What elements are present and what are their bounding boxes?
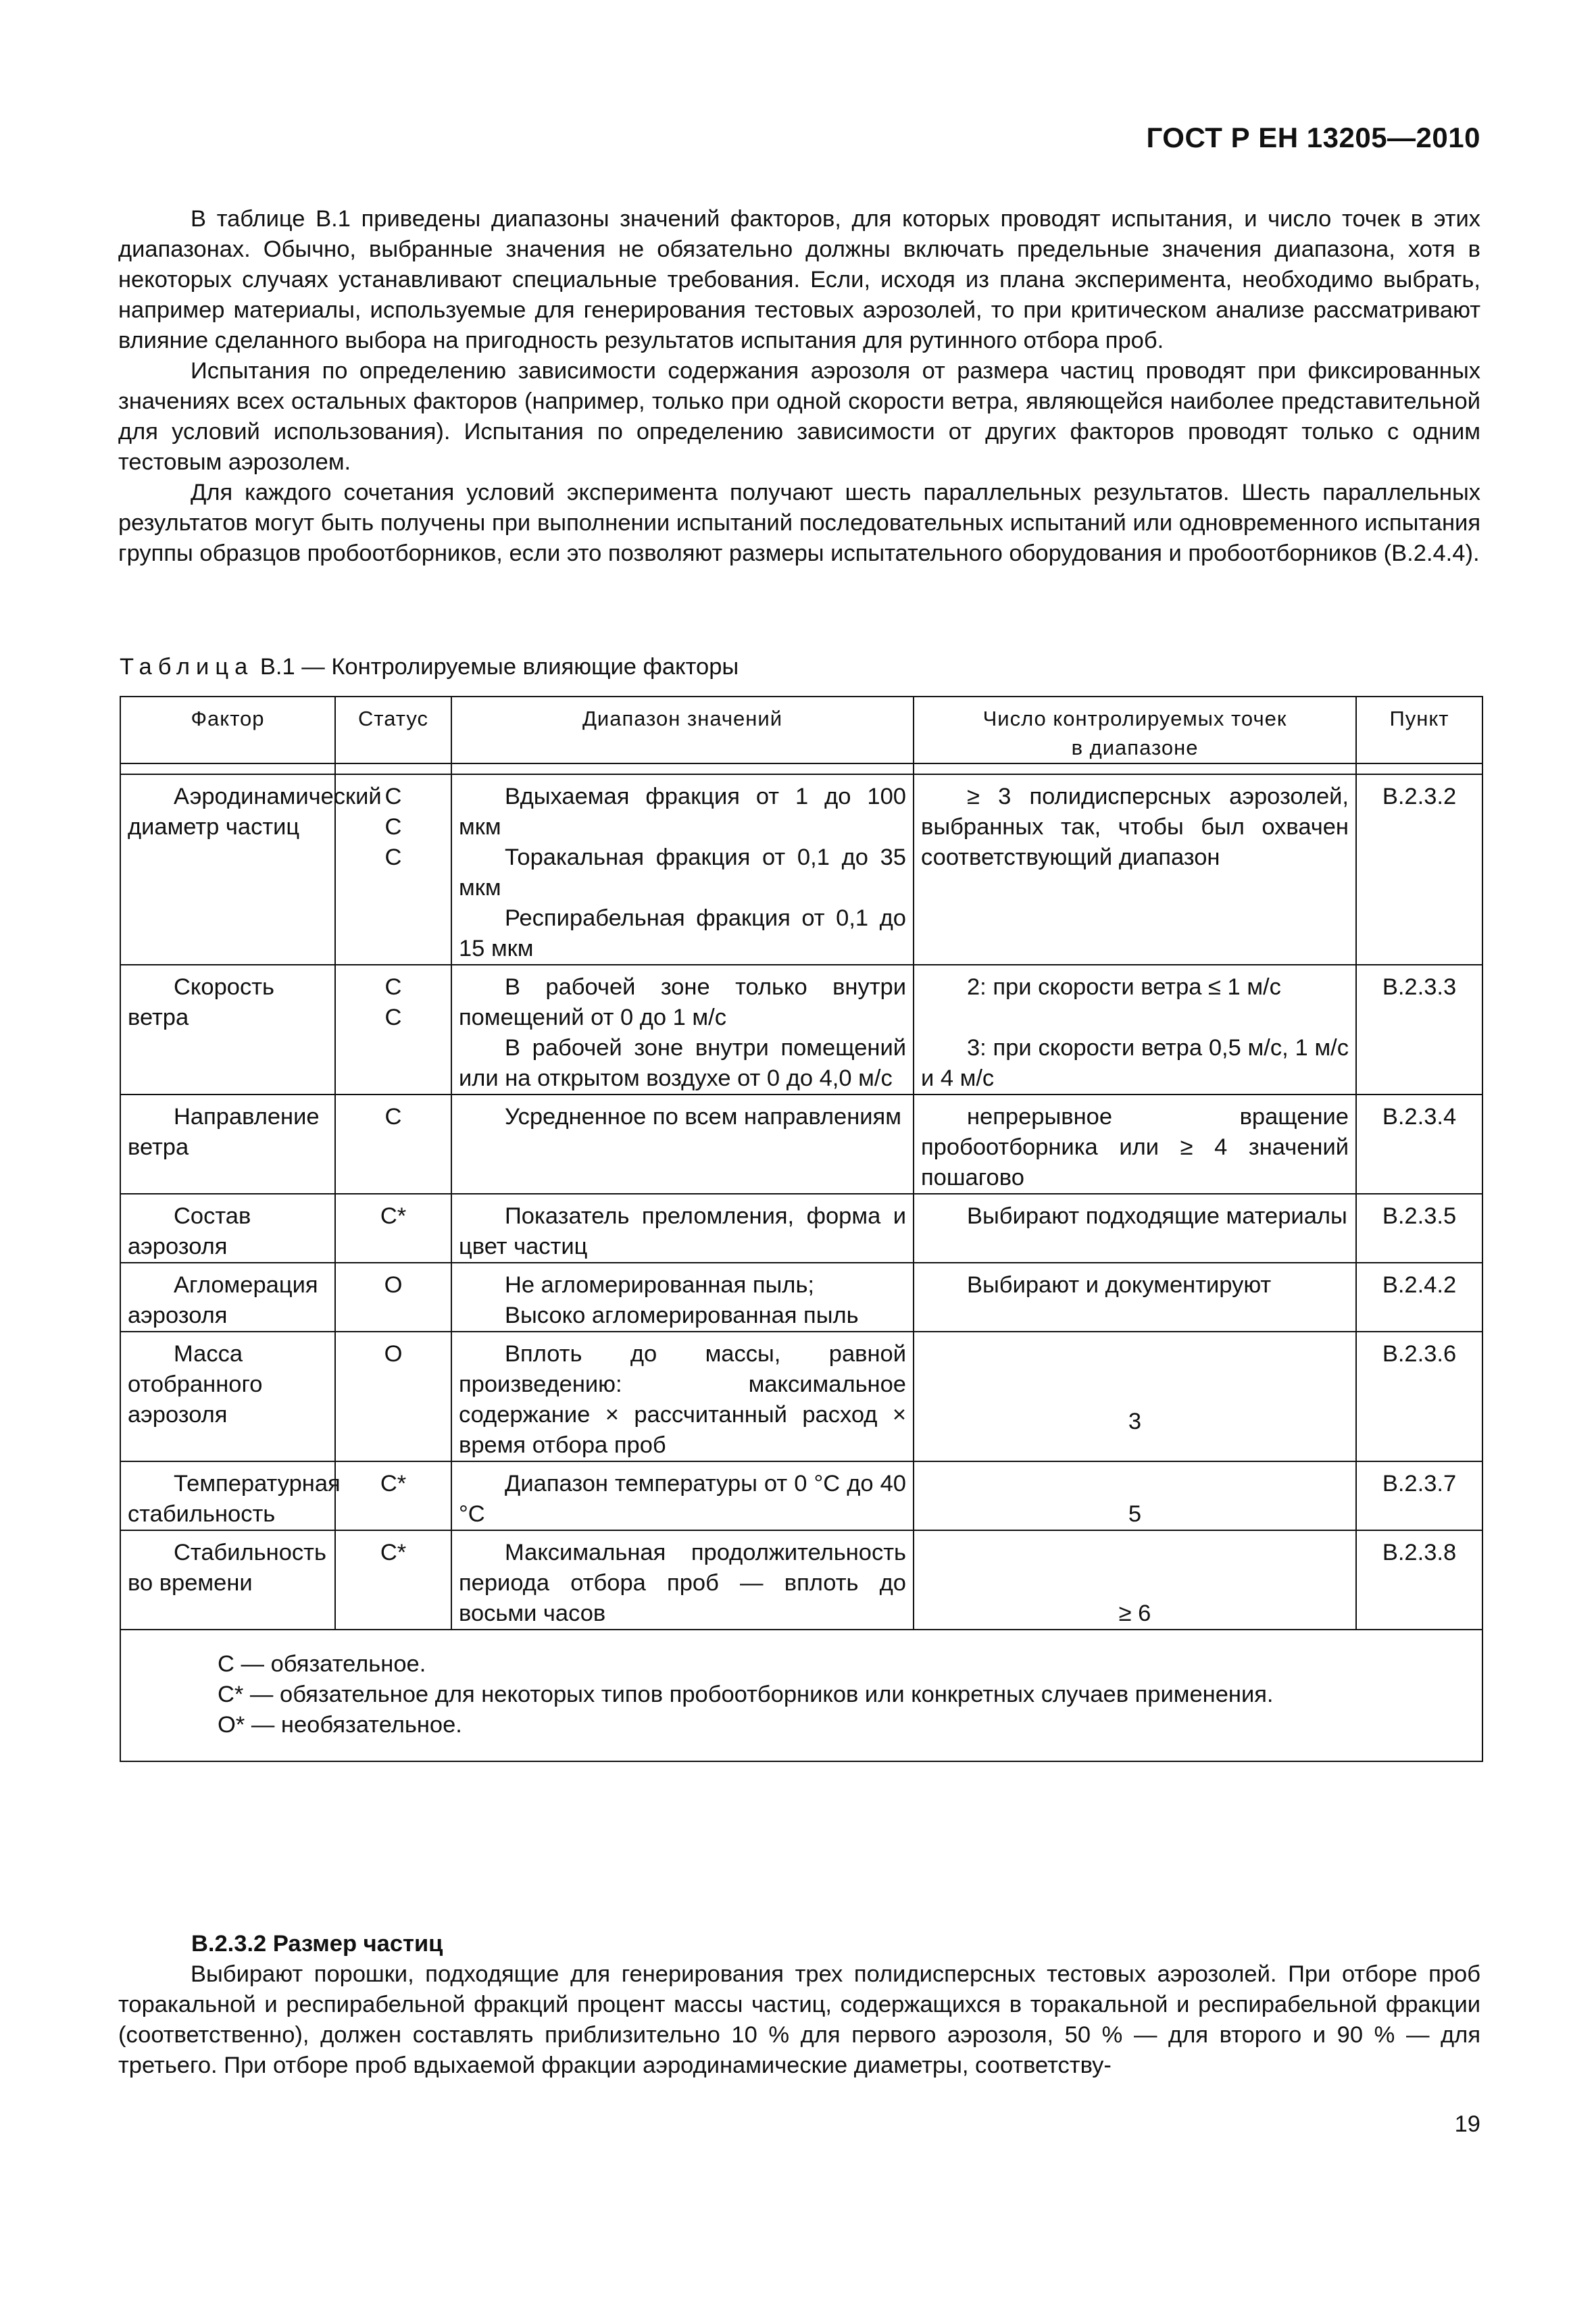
clause-cell: В.2.3.3 xyxy=(1356,965,1482,1095)
status-cell: С С xyxy=(335,965,451,1095)
status-cell: С* xyxy=(335,1194,451,1263)
table-legend-row xyxy=(120,1630,1482,1761)
intro-paragraph-3: Для каждого сочетания условий эксперимента получают шесть параллельных результатов. Шесть параллельных результатов могут быть получены при выполнении испытаний последовательных испытаний или одновременного испытания группы образцов пробоотборников, если это позволяют размеры испытательного оборудования и пробоотборников (В.2.4.4). xyxy=(118,480,1480,566)
points-cell: 5 xyxy=(914,1461,1356,1530)
factor-cell: Состав аэрозоля xyxy=(120,1194,335,1263)
table-caption-title: В.1 — Контролируемые влияющие факторы xyxy=(253,654,739,680)
clause-cell: В.2.3.7 xyxy=(1356,1461,1482,1530)
table-header-gap xyxy=(120,763,1482,774)
table-caption xyxy=(120,652,739,682)
section-text xyxy=(118,1959,1480,2081)
range-cell: В рабочей зоне только внутри помещений от 0 до 1 м/с В рабочей зоне внутри помещений или на открытом воздухе от 0 до 4,0 м/с xyxy=(451,965,914,1095)
status-cell: С С С xyxy=(335,774,451,965)
range-cell: Не агломерированная пыль; Высоко агломерированная пыль xyxy=(451,1263,914,1332)
legend-line: С — обязательное. xyxy=(218,1651,426,1677)
header-clause: Пункт xyxy=(1356,697,1482,763)
legend-line: С* — обязательное для некоторых типов пробоотборников или конкретных случаев применения. xyxy=(218,1682,1274,1707)
intro-paragraph-1: В таблице В.1 приведены диапазоны значений факторов, для которых проводят испытания, и число точек в этих диапазонах. Обычно, выбранные значения не обязательно должны включать предельные значения диапазона, хотя в некоторых случаях устанавливают специальные требования. Если, исходя из плана эксперимента, необходимо выбрать, например материалы, используемые для генерирования тестовых аэрозолей, то при критическом анализе рассматривают влияние сделанного выбора на пригодность результатов испытания для рутинного отбора проб. xyxy=(118,206,1480,353)
table-legend xyxy=(120,1630,1482,1761)
factor-cell: Масса отобранного аэрозоля xyxy=(120,1332,335,1461)
table-row xyxy=(120,1194,1482,1263)
table-caption-label: Таблица xyxy=(120,654,254,680)
points-cell: ≥ 6 xyxy=(914,1530,1356,1630)
points-cell: Выбирают и документируют xyxy=(914,1263,1356,1332)
factor-cell: Скорость ветра xyxy=(120,965,335,1095)
clause-cell: В.2.3.6 xyxy=(1356,1332,1482,1461)
range-cell: Показатель преломления, форма и цвет частиц xyxy=(451,1194,914,1263)
legend-line: О* — необязательное. xyxy=(218,1712,462,1738)
status-cell: О xyxy=(335,1332,451,1461)
range-cell: Вдыхаемая фракция от 1 до 100 мкм Торакальная фракция от 0,1 до 35 мкм Респирабельная фракция от 0,1 до 15 мкм xyxy=(451,774,914,965)
section-heading: В.2.3.2 Размер частиц xyxy=(191,1931,443,1957)
clause-cell: В.2.3.2 xyxy=(1356,774,1482,965)
header-points-line-2: в диапазоне xyxy=(1071,736,1199,759)
factor-cell: Стабильность во времени xyxy=(120,1530,335,1630)
table-header-row xyxy=(120,697,1482,763)
clause-cell: В.2.3.4 xyxy=(1356,1095,1482,1194)
clause-cell: В.2.4.2 xyxy=(1356,1263,1482,1332)
table-row xyxy=(120,1332,1482,1461)
status-cell: С* xyxy=(335,1461,451,1530)
intro-paragraph-2: Испытания по определению зависимости содержания аэрозоля от размера частиц проводят при фиксированных значениях всех остальных факторов (например, только при одной скорости ветра, являющейся наиболее представительной для условий использования). Испытания по определению зависимости от других факторов проводят только с одним тестовым аэрозолем. xyxy=(118,358,1480,475)
clause-cell: В.2.3.5 xyxy=(1356,1194,1482,1263)
status-cell: О xyxy=(335,1263,451,1332)
clause-cell: В.2.3.8 xyxy=(1356,1530,1482,1630)
header-range: Диапазон значений xyxy=(451,697,914,763)
table-row xyxy=(120,1461,1482,1530)
factor-cell: Аэродинамический диаметр частиц xyxy=(120,774,335,965)
table-row xyxy=(120,1095,1482,1194)
status-cell: С xyxy=(335,1095,451,1194)
table-row xyxy=(120,965,1482,1095)
table-row xyxy=(120,774,1482,965)
intro-text xyxy=(118,204,1480,569)
points-cell: 3 xyxy=(914,1332,1356,1461)
factor-cell: Направление ветра xyxy=(120,1095,335,1194)
header-factor: Фактор xyxy=(120,697,335,763)
table-row xyxy=(120,1530,1482,1630)
section-paragraph: Выбирают порошки, подходящие для генерирования трех полидисперсных тестовых аэрозолей. При отборе проб торакальной и респирабельной фракций процент массы частиц, содержащихся в торакальной и респирабельной фракции (соответственно), должен составлять приблизительно 10 % для первого аэрозоля, 50 % — для второго и 90 % — для третьего. При отборе проб вдыхаемой фракции аэродинамические диаметры, соответству- xyxy=(118,1961,1480,2078)
header-points xyxy=(914,697,1356,763)
header-status: Статус xyxy=(335,697,451,763)
points-cell: Выбирают подходящие материалы xyxy=(914,1194,1356,1263)
range-cell: Диапазон температуры от 0 °С до 40 °С xyxy=(451,1461,914,1530)
status-cell: С* xyxy=(335,1530,451,1630)
header-points-line-1: Число контролируемых точек xyxy=(982,707,1287,730)
range-cell: Усредненное по всем направлениям xyxy=(451,1095,914,1194)
table-row xyxy=(120,1263,1482,1332)
factor-cell: Агломерация аэрозоля xyxy=(120,1263,335,1332)
range-cell: Максимальная продолжительность периода отбора проб — вплоть до восьми часов xyxy=(451,1530,914,1630)
range-cell: Вплоть до массы, равной произведению: максимальное содержание × рассчитанный расход × время отбора проб xyxy=(451,1332,914,1461)
points-cell: непрерывное вращение пробоотборника или ≥ 4 значений пошагово xyxy=(914,1095,1356,1194)
points-cell: ≥ 3 полидисперсных аэрозолей, выбранных так, чтобы был охвачен соответствующий диапазон xyxy=(914,774,1356,965)
factor-cell: Температурная стабильность xyxy=(120,1461,335,1530)
document-code: ГОСТ Р ЕН 13205—2010 xyxy=(1146,122,1480,153)
page-number: 19 xyxy=(1454,2111,1480,2137)
factors-table xyxy=(120,696,1483,1762)
points-cell: 2: при скорости ветра ≤ 1 м/с 3: при скорости ветра 0,5 м/с, 1 м/с и 4 м/с xyxy=(914,965,1356,1095)
